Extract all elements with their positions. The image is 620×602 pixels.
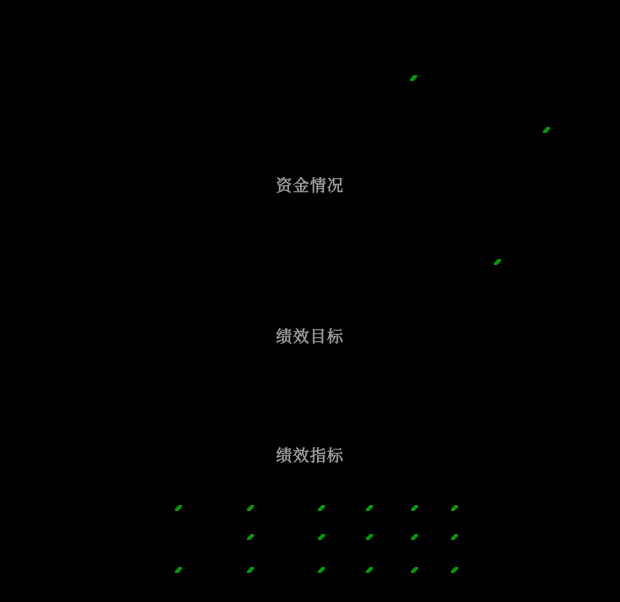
checkmark-icon: [366, 534, 373, 540]
section-title-performance-metrics: 绩效指标: [275, 446, 344, 465]
checkmark-icon: [411, 534, 418, 540]
checkmark-icon: [366, 505, 373, 511]
section-title-performance-goals: 绩效目标: [275, 327, 344, 346]
checkmark-icon: [411, 505, 418, 511]
checkmark-icon: [451, 567, 458, 573]
checkmark-icon: [247, 534, 254, 540]
checkmark-icon: [247, 505, 254, 511]
checkmark-icon: [543, 127, 550, 133]
checkmark-icon: [451, 505, 458, 511]
checkmark-icon: [247, 567, 254, 573]
checkmark-icon: [366, 567, 373, 573]
section-title-funds: 资金情况: [275, 176, 344, 195]
checkmark-icon: [318, 534, 325, 540]
checkmark-icon: [318, 567, 325, 573]
checkmark-icon: [410, 75, 417, 81]
checkmark-icon: [175, 567, 182, 573]
checkmark-icon: [175, 505, 182, 511]
checkmark-icon: [318, 505, 325, 511]
checkmark-icon: [411, 567, 418, 573]
checkmark-icon: [451, 534, 458, 540]
checkmark-icon: [494, 259, 501, 265]
